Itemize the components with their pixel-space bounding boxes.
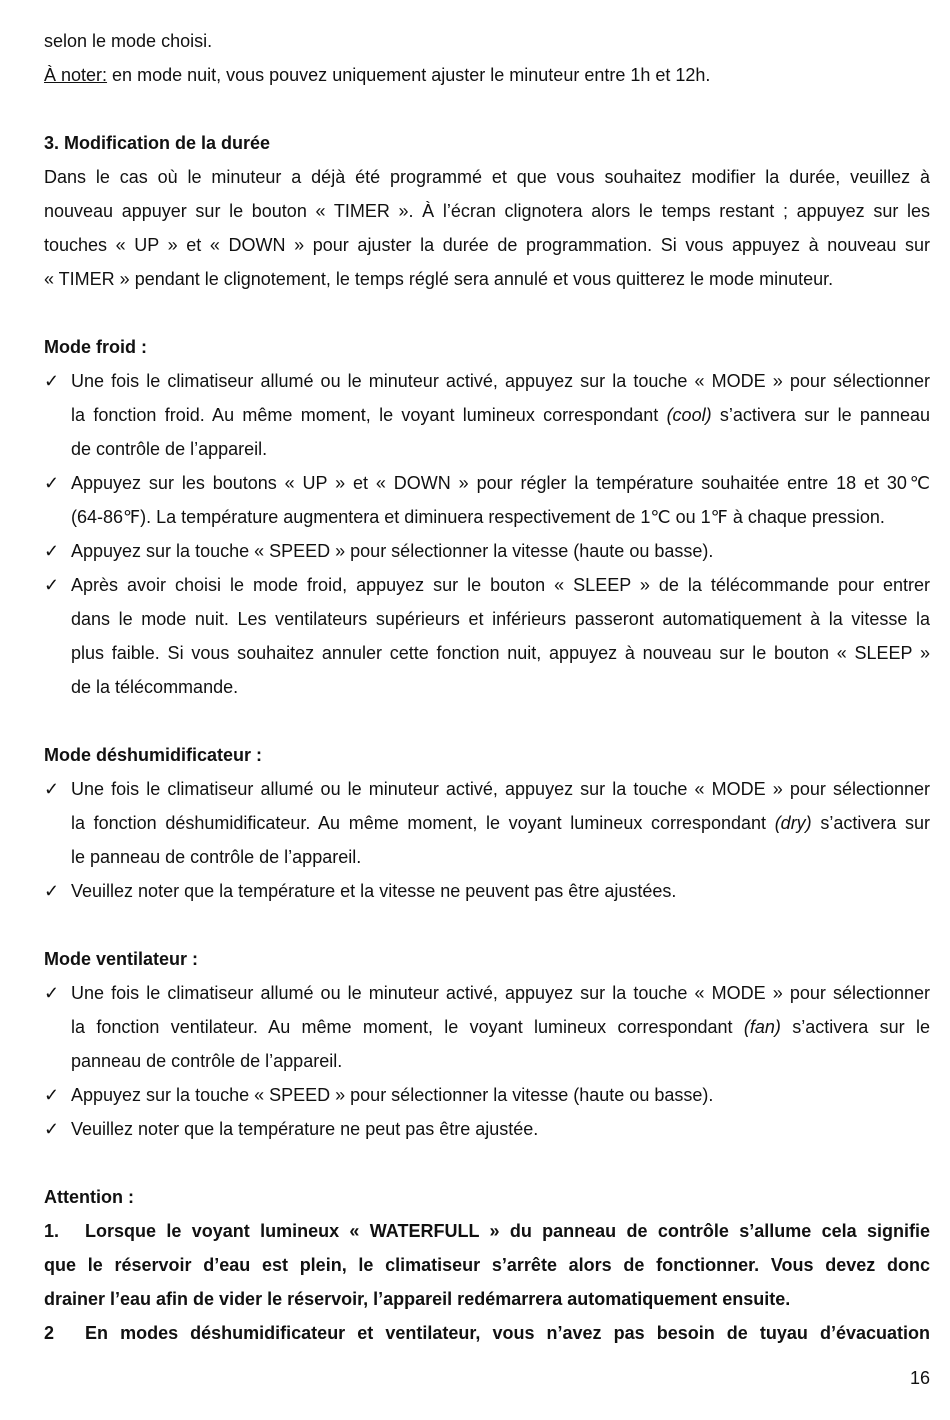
text-span: Lorsque le voyant lumineux « WATERFULL » du panneau de contrôle s’allume cela signifie xyxy=(85,1221,930,1241)
text-line xyxy=(44,1044,930,1078)
bullet-line xyxy=(44,466,930,500)
text-line xyxy=(44,262,930,296)
blank-line xyxy=(44,1146,930,1180)
text-span: Mode ventilateur : xyxy=(44,949,199,969)
text-span: la fonction déshumidificateur. Au même moment, le voyant lumineux correspondant xyxy=(71,813,775,833)
text-span: que le réservoir d’eau est plein, le climatiseur s’arrête alors de fonctionner. Vous devez donc xyxy=(44,1255,930,1275)
text-line xyxy=(44,1010,930,1044)
text-span: Mode froid : xyxy=(44,337,147,357)
text-span: Appuyez sur la touche « SPEED » pour sélectionner la vitesse (haute ou basse). xyxy=(71,541,714,561)
text-span: Une fois le climatiseur allumé ou le minuteur activé, appuyez sur la touche « MODE » pour sélectionner xyxy=(71,779,930,799)
text-span: Une fois le climatiseur allumé ou le minuteur activé, appuyez sur la touche « MODE » pour sélectionner xyxy=(71,983,930,1003)
document-body xyxy=(44,24,930,1350)
text-span: selon le mode choisi. xyxy=(44,31,213,51)
checkmark-icon: ✓ xyxy=(44,779,60,799)
text-line xyxy=(44,1248,930,1282)
list-number: 2 xyxy=(44,1323,55,1343)
bullet-line xyxy=(44,534,930,568)
checkmark-icon: ✓ xyxy=(44,541,60,561)
text-span: en mode nuit, vous pouvez uniquement ajuster le minuteur entre 1h et 12h. xyxy=(107,65,711,85)
checkmark-icon: ✓ xyxy=(44,371,60,391)
checkmark-icon: ✓ xyxy=(44,983,60,1003)
checkmark-icon: ✓ xyxy=(44,473,60,493)
text-line xyxy=(44,500,930,534)
text-span: Appuyez sur les boutons « UP » et « DOWN » pour régler la température souhaitée entre 18 et 30℃ xyxy=(71,473,930,493)
page-number: 16 xyxy=(909,1368,930,1388)
blank-line xyxy=(44,92,930,126)
text-line xyxy=(44,942,930,976)
bullet-line xyxy=(44,772,930,806)
text-span: En modes déshumidificateur et ventilateur, vous n’avez pas besoin de tuyau d’évacuation xyxy=(85,1323,930,1343)
italic-term: (dry) xyxy=(774,813,812,833)
text-span: la fonction ventilateur. Au même moment, le voyant lumineux correspondant xyxy=(71,1017,744,1037)
text-line xyxy=(44,1180,930,1214)
blank-line xyxy=(44,296,930,330)
text-span: panneau de contrôle de l’appareil. xyxy=(71,1051,343,1071)
text-line xyxy=(44,432,930,466)
text-span: Veuillez noter que la température ne peut pas être ajustée. xyxy=(71,1119,539,1139)
text-line xyxy=(44,228,930,262)
text-line xyxy=(44,126,930,160)
text-line xyxy=(44,24,930,58)
text-span: Mode déshumidificateur : xyxy=(44,745,263,765)
text-span: le panneau de contrôle de l’appareil. xyxy=(71,847,362,867)
blank-line xyxy=(44,908,930,942)
text-span: (64-86℉). La température augmentera et diminuera respectivement de 1℃ ou 1℉ à chaque pression. xyxy=(71,507,885,527)
text-span: touches « UP » et « DOWN » pour ajuster la durée de programmation. Si vous appuyez à nouveau sur xyxy=(44,235,930,255)
text-line xyxy=(44,58,930,92)
text-span: 3. Modification de la durée xyxy=(44,133,271,153)
checkmark-icon: ✓ xyxy=(44,881,60,901)
text-span: dans le mode nuit. Les ventilateurs supérieurs et inférieurs passeront automatiquement à la vitesse la xyxy=(71,609,930,629)
text-line xyxy=(44,330,930,364)
text-span: s’activera sur le panneau xyxy=(711,405,930,425)
text-line xyxy=(44,1316,930,1350)
text-span: plus faible. Si vous souhaitez annuler cette fonction nuit, appuyez à nouveau sur le bouton « SLEEP » xyxy=(71,643,930,663)
text-span: Dans le cas où le minuteur a déjà été programmé et que vous souhaitez modifier la durée, veuillez à xyxy=(44,167,930,187)
text-span: Attention : xyxy=(44,1187,134,1207)
text-line xyxy=(44,806,930,840)
text-span: Une fois le climatiseur allumé ou le minuteur activé, appuyez sur la touche « MODE » pour sélectionner xyxy=(71,371,930,391)
bullet-line xyxy=(44,1112,930,1146)
italic-term: (fan) xyxy=(743,1017,781,1037)
text-span: de la télécommande. xyxy=(71,677,239,697)
blank-line xyxy=(44,704,930,738)
text-span: « TIMER » pendant le clignotement, le temps réglé sera annulé et vous quitterez le mode minuteur. xyxy=(44,269,834,289)
text-line xyxy=(44,160,930,194)
text-span: Appuyez sur la touche « SPEED » pour sélectionner la vitesse (haute ou basse). xyxy=(71,1085,714,1105)
text-line xyxy=(44,602,930,636)
text-line xyxy=(44,636,930,670)
bullet-line xyxy=(44,874,930,908)
text-line xyxy=(44,194,930,228)
text-span: nouveau appuyer sur le bouton « TIMER ». À l’écran clignotera alors le temps restant ; appuyez sur les xyxy=(44,201,930,221)
text-span: s’activera sur xyxy=(811,813,930,833)
list-number: 1. xyxy=(44,1221,60,1241)
text-span: la fonction froid. Au même moment, le voyant lumineux correspondant xyxy=(71,405,667,425)
text-span: Veuillez noter que la température et la vitesse ne peuvent pas être ajustées. xyxy=(71,881,677,901)
underlined-label: À noter: xyxy=(44,65,108,85)
text-span: drainer l’eau afin de vider le réservoir, l’appareil redémarrera automatiquement ensuite. xyxy=(44,1289,791,1309)
checkmark-icon: ✓ xyxy=(44,575,60,595)
text-span: Après avoir choisi le mode froid, appuyez sur le bouton « SLEEP » de la télécommande pour entrer xyxy=(71,575,930,595)
text-line xyxy=(44,670,930,704)
text-line xyxy=(44,1282,930,1316)
text-span: s’activera sur le xyxy=(780,1017,930,1037)
text-line xyxy=(44,738,930,772)
italic-term: (cool) xyxy=(666,405,712,425)
bullet-line xyxy=(44,1078,930,1112)
text-line xyxy=(44,398,930,432)
text-span: de contrôle de l’appareil. xyxy=(71,439,268,459)
checkmark-icon: ✓ xyxy=(44,1119,60,1139)
bullet-line xyxy=(44,568,930,602)
checkmark-icon: ✓ xyxy=(44,1085,60,1105)
text-line xyxy=(44,1214,930,1248)
text-line xyxy=(44,840,930,874)
bullet-line xyxy=(44,976,930,1010)
bullet-line xyxy=(44,364,930,398)
